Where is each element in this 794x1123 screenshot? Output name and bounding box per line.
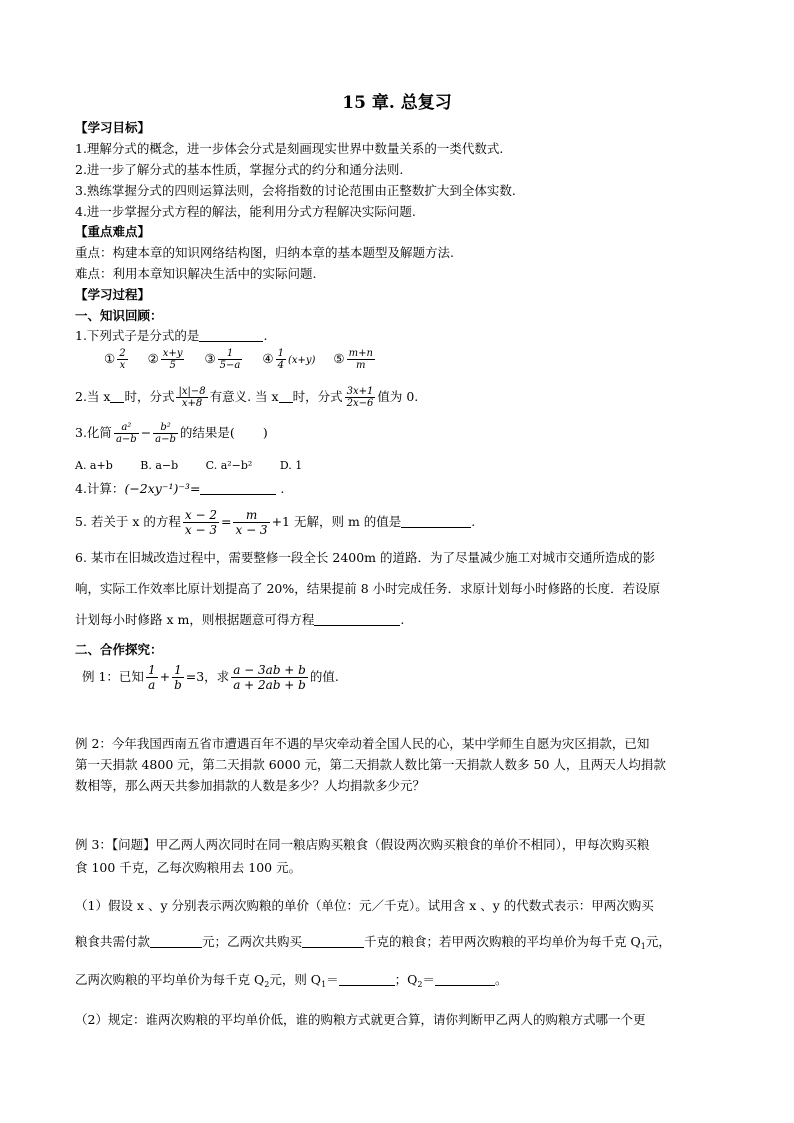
question-2-blank-2[interactable]: [279, 388, 293, 403]
goal-item-3: 3.熟练掌握分式的四则运算法则，会将指数的讨论范围由正整数扩大到全体实数.: [75, 183, 516, 198]
question-1-end: .: [263, 328, 268, 343]
total-payment-blank[interactable]: [150, 933, 202, 948]
goal-item-1: 1.理解分式的概念，进一步体会分式是刻画现实世界中数量关系的一类代数式.: [75, 141, 504, 156]
question-2-blank-1[interactable]: [110, 388, 124, 403]
option-4: ④ $\frac{1}{4}$ (x+y): [262, 348, 316, 371]
question-6-line-1: 6. 某市在旧城改造过程中，需要整修一段全长 2400m 的道路．为了尽量减少施工对城市交通所造成的影: [75, 550, 656, 565]
goals-heading: 【学习目标】: [75, 120, 151, 135]
question-3: 3.化简 $\frac{\text{a²}}{a-b}$ − $\frac{\text{b²}}{a-b}$ 的结果是( ): [75, 422, 268, 445]
example-3-line-1: 例 3：【问题】甲乙两人两次同时在同一粮店购买粮食（假设两次购买粮食的单价不相同），甲每次购买粮: [75, 837, 650, 852]
question-1-text: 1.下列式子是分式的是: [75, 328, 200, 343]
question-5: 5. 若关于 x 的方程 $\frac{x - 2}{x - 3}$ = $\frac{m}{x - 3}$ +1 无解，则 m 的值是 .: [75, 508, 476, 537]
option-3: ③ $\frac{1}{5-a}$: [204, 348, 241, 371]
focus-key-point: 重点：构建本章的知识网络结构图，归纳本章的基本题型及解题方法.: [75, 245, 454, 260]
question-4: 4.计算：(−2xy⁻¹)⁻³= .: [75, 481, 285, 496]
example-2-line-3: 数相等，那么两天共参加捐款的人数是多少？人均捐款多少元？: [75, 778, 426, 793]
question-1-options: [104, 344, 391, 376]
goal-item-4: 4.进一步掌握分式方程的解法，能利用分式方程解决实际问题.: [75, 204, 416, 219]
option-1: ① $\frac{2}{x}$: [104, 348, 126, 371]
question-4-blank[interactable]: [200, 480, 276, 495]
question-3-choices: [75, 456, 316, 476]
option-5: ⑤ $\frac{m+n}{m}$: [333, 348, 373, 371]
example-3-sub-1: （1）假设 x 、y 分别表示两次购粮的单价（单位：元／千克）。试用含 x 、y 的代数式表示：甲两次购买: [75, 898, 654, 913]
page-title: 15 章. 总复习: [342, 93, 452, 113]
question-1-blank[interactable]: [199, 327, 263, 342]
question-1: [75, 326, 267, 346]
question-5-blank[interactable]: [401, 513, 471, 528]
total-weight-blank[interactable]: [302, 933, 364, 948]
choice-d: D. 1: [279, 459, 303, 472]
question-6-line-3: 计划每小时修路 x m，则根据题意可得方程 .: [75, 612, 405, 627]
q2-value-blank[interactable]: [435, 971, 495, 986]
example-3-sub-1-line-2: 粮食共需付款 元；乙两次共购买 千克的粮食；若甲两次购粮的平均单价为每千克 $Q_1$元，: [75, 934, 671, 951]
example-3-sub-1-line-3: 乙两次购粮的平均单价为每千克 $Q_2$元，则 $Q_1=$ ；$Q_2=$ 。: [75, 972, 508, 989]
part1-heading: 一、知识回顾：: [75, 308, 163, 323]
question-6-blank[interactable]: [314, 611, 400, 626]
goal-item-2: 2.进一步了解分式的基本性质，掌握分式的约分和通分法则.: [75, 162, 404, 177]
choice-b: B. a−b: [140, 459, 179, 472]
choice-a: A. a+b: [75, 459, 113, 472]
example-3-sub-2: （2）规定：谁两次购粮的平均单价低，谁的购粮方式就更合算，请你判断甲乙两人的购粮方式哪一个更: [75, 1012, 646, 1027]
example-2-line-2: 第一天捐款 4800 元，第二天捐款 6000 元，第二天捐款人数比第一天捐款人数多 50 人，且两天人均捐款: [75, 757, 666, 772]
option-2: ② $\frac{x+y}{5}$: [147, 348, 183, 371]
process-heading: 【学习过程】: [75, 287, 151, 302]
part2-heading: 二、合作探究：: [75, 642, 163, 657]
question-6-line-2: 响，实际工作效率比原计划提高了 20%，结果提前 8 小时完成任务．求原计划每小时修路的长度．若设原: [75, 581, 661, 596]
example-2-line-1: 例 2：今年我国西南五省市遭遇百年不遇的旱灾牵动着全国人民的心，某中学师生自愿为灾区捐款，已知: [75, 736, 650, 751]
example-1: 例 1：已知 $\frac{1}{a}$ + $\frac{1}{b}$ =3，求 $\frac{a - 3ab + b}{a + 2ab + b}$ 的值.: [82, 663, 339, 692]
q1-value-blank[interactable]: [339, 971, 395, 986]
question-2: 2.当 x 时，分式 $\frac{|x|-8}{x+8}$ 有意义. 当 x 时，分式 $\frac{3x+1}{2x-6}$ 值为 0.: [75, 386, 419, 409]
example-3-line-2: 食 100 千克，乙每次购粮用去 100 元。: [75, 860, 302, 875]
focus-difficulty: 难点：利用本章知识解决生活中的实际问题.: [75, 266, 317, 281]
choice-c: C. a²−b²: [205, 459, 253, 472]
focus-heading: 【重点难点】: [75, 224, 151, 239]
